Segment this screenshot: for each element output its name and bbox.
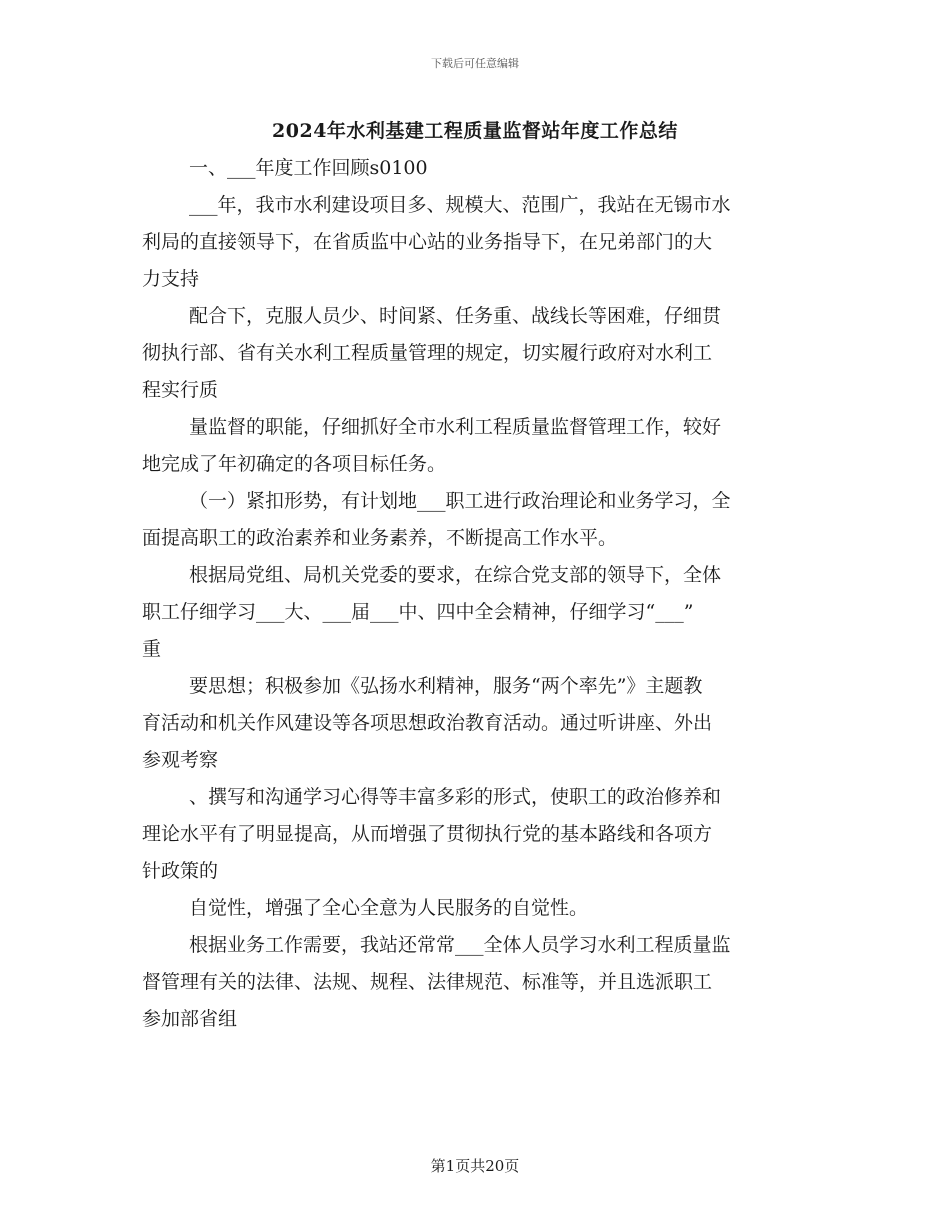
- paragraph-line: 力支持: [142, 268, 200, 290]
- document-title: 2024年水利基建工程质量监督站年度工作总结: [272, 120, 678, 142]
- paragraph-line: 量监督的职能，仔细抓好全市水利工程质量监督管理工作，较好: [189, 416, 722, 438]
- paragraph-line: 督管理有关的法律、法规、规程、法律规范、标准等，并且选派职工: [142, 971, 713, 993]
- page-number-footer: 第1页共20页: [430, 1157, 520, 1175]
- paragraph-line: 自觉性，增强了全心全意为人民服务的自觉性。: [189, 897, 589, 919]
- paragraph-line: 针政策的: [142, 860, 219, 882]
- paragraph-line: 配合下，克服人员少、时间紧、任务重、战线长等困难，仔细贯: [189, 305, 722, 327]
- paragraph-line: 育活动和机关作风建设等各项思想政治教育活动。通过听讲座、外出: [142, 712, 713, 734]
- paragraph-line: 地完成了年初确定的各项目标任务。: [142, 453, 447, 475]
- paragraph-line: 彻执行部、省有关水利工程质量管理的规定，切实履行政府对水利工: [142, 342, 713, 364]
- paragraph-line: （一）紧扣形势，有计划地___职工进行政治理论和业务学习，全: [189, 490, 731, 512]
- paragraph-line: 一、___年度工作回顾s0100: [189, 157, 428, 179]
- paragraph-line: 职工仔细学习___大、___届___中、四中全会精神，仔细学习“___”: [142, 601, 694, 623]
- paragraph-line: 面提高职工的政治素养和业务素养，不断提高工作水平。: [142, 527, 618, 549]
- paragraph-line: 、撰写和沟通学习心得等丰富多彩的形式，使职工的政治修养和: [189, 786, 722, 808]
- paragraph-line: 参加部省组: [142, 1008, 238, 1030]
- document-body: [142, 150, 808, 1038]
- paragraph-line: 利局的直接领导下，在省质监中心站的业务指导下，在兄弟部门的大: [142, 231, 713, 253]
- header-note: 下载后可任意编辑: [431, 57, 519, 70]
- paragraph-line: 参观考察: [142, 749, 219, 771]
- paragraph-line: 理论水平有了明显提高，从而增强了贯彻执行党的基本路线和各项方: [142, 823, 713, 845]
- paragraph-line: ___年，我市水利建设项目多、规模大、范围广，我站在无锡市水: [189, 194, 731, 216]
- paragraph-line: 根据局党组、局机关党委的要求，在综合党支部的领导下，全体: [189, 564, 722, 586]
- paragraph-line: 根据业务工作需要，我站还常常___全体人员学习水利工程质量监: [189, 934, 731, 956]
- paragraph-line: 要思想；积极参加《弘扬水利精神，服务“两个率先”》主题教: [189, 675, 703, 697]
- paragraph-line: 重: [142, 638, 162, 660]
- paragraph-line: 程实行质: [142, 379, 219, 401]
